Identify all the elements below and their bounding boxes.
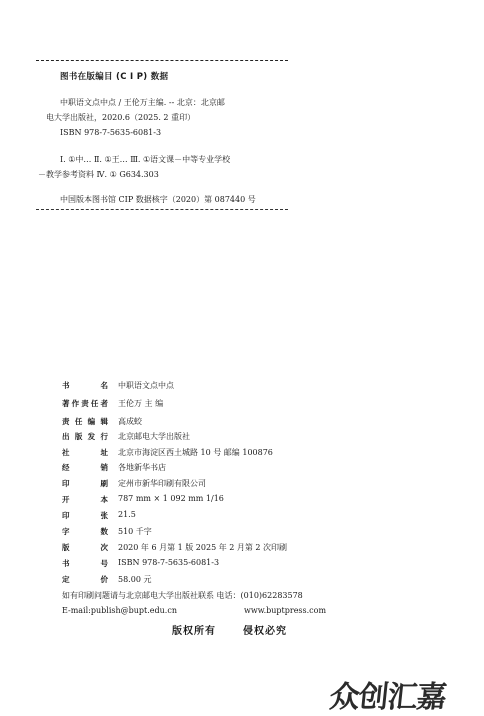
spec-label: 字 数 — [62, 527, 108, 536]
spec-value: 定州市新华印刷有限公司 — [118, 479, 206, 488]
spec-label: 社 址 — [62, 448, 108, 457]
spec-value: ISBN 978-7-5635-6081-3 — [118, 558, 220, 567]
spec-value: 各地新华书店 — [118, 463, 166, 472]
spec-value: 北京市海淀区西土城路 10 号 邮编 100876 — [118, 448, 273, 457]
spec-label: 经 销 — [62, 463, 108, 472]
spec-label: 印 刷 — [62, 479, 108, 488]
spec-label: 书 号 — [62, 559, 108, 568]
spec-label: 印 张 — [62, 511, 108, 520]
cip-title: 图书在版编目 (C I P) 数据 — [60, 72, 169, 82]
spec-label: 著 作 责 任 者 — [62, 399, 108, 408]
cip-isbn: ISBN 978-7-5635-6081-3 — [60, 128, 162, 137]
cip-classification-line-1: Ⅰ. ①中… Ⅱ. ①王… Ⅲ. ①语文课－中等专业学校 — [60, 155, 231, 164]
spec-value: 北京邮电大学出版社 — [118, 432, 190, 441]
infringement-warning-text: 侵权必究 — [242, 626, 287, 637]
cip-catalog-number: 中国版本图书馆 CIP 数据核字（2020）第 087440 号 — [60, 195, 256, 204]
spec-value: 510 千字 — [118, 527, 152, 536]
spec-label: 开 本 — [62, 495, 108, 504]
cip-bibliographic-line-2: 电大学出版社，2020.6（2025. 2 重印） — [46, 113, 196, 122]
spec-value: 787 mm × 1 092 mm 1/16 — [118, 494, 224, 503]
spec-value: 2020 年 6 月第 1 版 2025 年 2 月第 2 次印刷 — [118, 543, 288, 552]
publisher-website: www.buptpress.com — [244, 606, 327, 615]
spec-value: 王伦万 主 编 — [118, 399, 164, 408]
spec-value: 高成蛟 — [118, 417, 142, 426]
spec-label: 书 名 — [62, 381, 108, 390]
spec-label: 责 任 编 辑 — [62, 417, 108, 426]
cip-classification-line-2: －教学参考资料 Ⅳ. ① G634.303 — [38, 170, 159, 179]
copyright-notice — [172, 622, 287, 637]
cip-bibliographic-line-1: 中职语文点中点 / 王伦万主编. -- 北京：北京邮 — [60, 98, 225, 107]
spec-value: 21.5 — [118, 510, 136, 519]
spec-value: 中职语文点中点 — [118, 381, 174, 390]
printing-contact-line: 如有印刷问题请与北京邮电大学出版社联系 电话：(010)62283578 — [62, 591, 303, 600]
spec-value: 58.00 元 — [118, 575, 152, 584]
spec-label: 版 次 — [62, 543, 108, 552]
cip-top-rule — [36, 60, 288, 61]
spec-label: 出 版 发 行 — [62, 432, 108, 441]
rights-reserved-text: 版权所有 — [172, 626, 216, 637]
spec-label: 定 价 — [62, 575, 108, 584]
cip-bottom-rule — [36, 209, 288, 210]
publisher-email: E-mail:publish@bupt.edu.cn — [62, 606, 177, 615]
watermark-logo: 众创汇嘉 — [327, 680, 448, 715]
